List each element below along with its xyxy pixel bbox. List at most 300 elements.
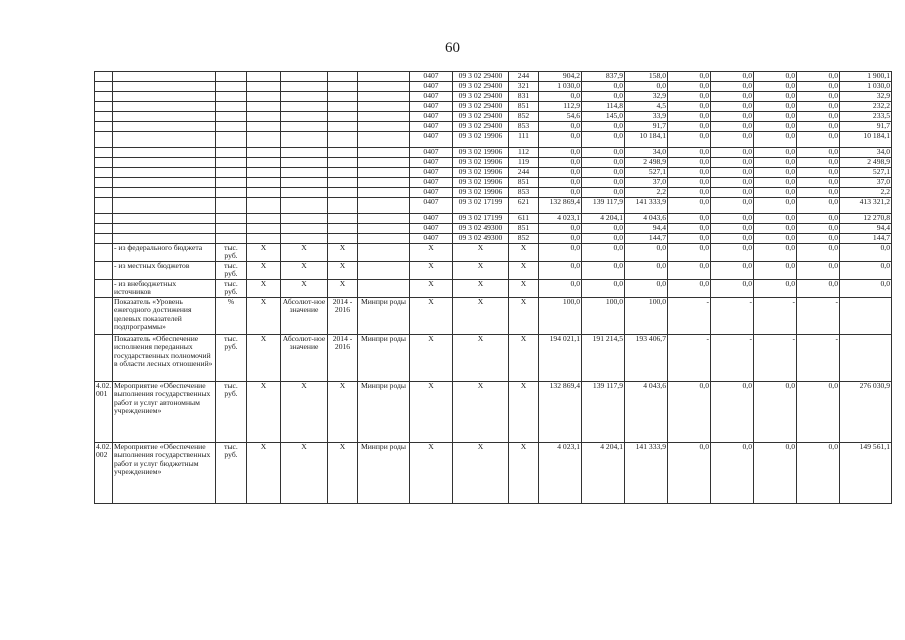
table-cell [328, 188, 358, 198]
table-row [95, 188, 892, 198]
table-cell: 191 214,5 [582, 335, 625, 382]
table-cell: 0,0 [539, 234, 582, 244]
table-cell [358, 214, 410, 224]
table-cell: 37,0 [840, 178, 892, 188]
table-cell [113, 198, 216, 214]
table-cell: 0,0 [539, 158, 582, 168]
table-cell: 2 498,9 [840, 158, 892, 168]
table-cell: X [328, 382, 358, 443]
table-cell: 149 561,1 [840, 443, 892, 504]
page-number: 60 [445, 40, 460, 56]
table-cell [95, 280, 113, 298]
table-cell: 0,0 [582, 188, 625, 198]
table-cell: 0,0 [625, 280, 668, 298]
table-cell: 09 3 02 17199 [453, 198, 509, 214]
table-cell: X [509, 335, 539, 382]
table-cell: 4.02. 002 [95, 443, 113, 504]
table-cell: 0,0 [668, 234, 711, 244]
table-cell: 4 204,1 [582, 214, 625, 224]
table-cell: 0,0 [797, 82, 840, 92]
table-cell: 0,0 [539, 178, 582, 188]
table-cell: X [410, 298, 453, 335]
table-cell: 33,9 [625, 112, 668, 122]
table-cell [281, 92, 328, 102]
table-cell: 144,7 [840, 234, 892, 244]
table-cell [95, 158, 113, 168]
table-cell: тыс. руб. [216, 244, 247, 262]
table-cell [328, 122, 358, 132]
table-cell: 0,0 [668, 178, 711, 188]
table-cell: 0,0 [711, 72, 754, 82]
table-cell: 0,0 [754, 244, 797, 262]
table-cell [247, 198, 281, 214]
table-cell [281, 224, 328, 234]
table-cell: X [328, 262, 358, 280]
table-cell: 0,0 [754, 188, 797, 198]
table-cell [95, 122, 113, 132]
table-cell: X [247, 335, 281, 382]
table-cell [95, 244, 113, 262]
table-cell: 193 406,7 [625, 335, 668, 382]
table-cell: Абсолют-ное значение [281, 335, 328, 382]
table-cell: 0,0 [754, 148, 797, 158]
table-cell: X [410, 262, 453, 280]
table-cell [113, 224, 216, 234]
table-cell: Абсолют-ное значение [281, 298, 328, 335]
table-cell: 0,0 [754, 280, 797, 298]
table-row [95, 443, 892, 504]
table-cell: X [328, 244, 358, 262]
table-cell: 831 [509, 92, 539, 102]
table-cell: 0,0 [840, 244, 892, 262]
table-cell [358, 102, 410, 112]
table-cell: 0,0 [754, 382, 797, 443]
table-cell: X [281, 280, 328, 298]
table-cell: 4,5 [625, 102, 668, 112]
table-cell [216, 224, 247, 234]
table-cell: X [453, 382, 509, 443]
table-cell [328, 112, 358, 122]
table-cell [216, 214, 247, 224]
table-cell: 0,0 [754, 102, 797, 112]
table-cell: 09 3 02 29400 [453, 112, 509, 122]
table-cell [358, 82, 410, 92]
table-row [95, 132, 892, 148]
table-cell: 141 333,9 [625, 198, 668, 214]
table-cell: 1 030,0 [539, 82, 582, 92]
table-cell [247, 168, 281, 178]
table-cell [358, 72, 410, 82]
table-cell: 0407 [410, 148, 453, 158]
table-cell: 0,0 [711, 280, 754, 298]
table-cell: 0,0 [668, 148, 711, 158]
table-cell [113, 132, 216, 148]
table-cell: 139 117,9 [582, 198, 625, 214]
table-cell [113, 72, 216, 82]
table-cell: X [247, 262, 281, 280]
table-cell: 0407 [410, 122, 453, 132]
table-cell [247, 224, 281, 234]
table-cell: X [328, 280, 358, 298]
table-cell [216, 72, 247, 82]
table-cell [113, 148, 216, 158]
table-cell: 2,2 [840, 188, 892, 198]
table-cell: X [281, 244, 328, 262]
table-cell: 0,0 [539, 224, 582, 234]
table-cell: 94,4 [840, 224, 892, 234]
table-cell: 0,0 [711, 188, 754, 198]
table-cell [328, 198, 358, 214]
table-cell: 244 [509, 72, 539, 82]
table-cell: 0,0 [668, 443, 711, 504]
table-cell: 4 043,6 [625, 214, 668, 224]
table-cell: 0,0 [711, 198, 754, 214]
table-cell: X [281, 443, 328, 504]
table-cell: 0,0 [668, 132, 711, 148]
table-row [95, 298, 892, 335]
table-cell: 0,0 [754, 224, 797, 234]
table-cell: 0,0 [754, 158, 797, 168]
table-cell: 0,0 [668, 168, 711, 178]
table-row [95, 178, 892, 188]
table-cell: Показатель «Обеспечение исполнения переданных государственных полномочий в области лесных отношений» [113, 335, 216, 382]
table-cell: 611 [509, 214, 539, 224]
table-cell: 09 3 02 29400 [453, 82, 509, 92]
table-cell [358, 112, 410, 122]
table-cell: 09 3 02 19906 [453, 178, 509, 188]
table-cell: 852 [509, 112, 539, 122]
table-cell: X [247, 244, 281, 262]
table-cell: X [410, 443, 453, 504]
table-cell: 09 3 02 19906 [453, 168, 509, 178]
table-cell: 0407 [410, 178, 453, 188]
table-cell: 4 043,6 [625, 382, 668, 443]
table-cell: X [281, 262, 328, 280]
table-cell: - [668, 298, 711, 335]
table-cell [281, 234, 328, 244]
table-cell: 851 [509, 178, 539, 188]
table-cell: 09 3 02 49300 [453, 224, 509, 234]
table-cell [358, 262, 410, 280]
table-cell: 0,0 [797, 158, 840, 168]
table-cell: X [453, 244, 509, 262]
table-cell: 54,6 [539, 112, 582, 122]
table-cell [281, 178, 328, 188]
table-cell [328, 148, 358, 158]
table-cell: Показатель «Уровень ежегодного достижения целевых показателей подпрограммы» [113, 298, 216, 335]
table-cell [247, 158, 281, 168]
table-cell [328, 102, 358, 112]
table-cell [328, 168, 358, 178]
table-cell: X [281, 382, 328, 443]
table-cell [281, 132, 328, 148]
table-cell: 321 [509, 82, 539, 92]
table-cell: 100,0 [582, 298, 625, 335]
table-cell [358, 122, 410, 132]
table-cell: 0,0 [668, 262, 711, 280]
table-cell [95, 132, 113, 148]
table-cell: Мероприятие «Обеспечение выполнения государственных работ и услуг бюджетным учреждением» [113, 443, 216, 504]
table-cell: 0,0 [754, 112, 797, 122]
table-cell [281, 198, 328, 214]
table-cell [358, 280, 410, 298]
table-cell: 0,0 [754, 198, 797, 214]
table-cell [95, 188, 113, 198]
table-cell: X [410, 382, 453, 443]
table-cell: 0,0 [711, 178, 754, 188]
table-cell: - [711, 298, 754, 335]
table-cell: 413 321,2 [840, 198, 892, 214]
table-row [95, 148, 892, 158]
table-row [95, 335, 892, 382]
table-cell: 0,0 [711, 168, 754, 178]
table-row [95, 262, 892, 280]
table-cell: 0,0 [711, 443, 754, 504]
table-cell: X [410, 280, 453, 298]
table-cell: 0,0 [668, 188, 711, 198]
table-cell: Мероприятие «Обеспечение выполнения государственных работ и услуг автономным учреждением» [113, 382, 216, 443]
table-cell: 0,0 [711, 122, 754, 132]
table-cell: 0,0 [797, 168, 840, 178]
table-cell [216, 82, 247, 92]
table-cell [358, 178, 410, 188]
table-cell: 09 3 02 17199 [453, 214, 509, 224]
table-cell [281, 188, 328, 198]
table-cell [328, 82, 358, 92]
table-cell [216, 148, 247, 158]
table-cell [95, 168, 113, 178]
table-cell: 194 021,1 [539, 335, 582, 382]
table-cell: 4 023,1 [539, 214, 582, 224]
table-cell [95, 234, 113, 244]
table-cell: Минпри роды [358, 443, 410, 504]
table-cell: 2014 - 2016 [328, 335, 358, 382]
table-cell: 0407 [410, 234, 453, 244]
table-cell [281, 168, 328, 178]
table-cell: 0,0 [797, 148, 840, 158]
table-cell [281, 148, 328, 158]
table-cell [95, 102, 113, 112]
table-cell: 0,0 [797, 443, 840, 504]
table-cell [358, 132, 410, 148]
table-cell: 0,0 [668, 214, 711, 224]
table-cell: 09 3 02 29400 [453, 72, 509, 82]
table-cell: 119 [509, 158, 539, 168]
table-cell: 0,0 [711, 158, 754, 168]
table-cell [247, 122, 281, 132]
table-cell [281, 158, 328, 168]
table-cell: 0,0 [539, 132, 582, 148]
table-cell: 0,0 [754, 132, 797, 148]
table-cell: 0,0 [668, 112, 711, 122]
table-cell: 853 [509, 122, 539, 132]
table-cell: 112,9 [539, 102, 582, 112]
table-cell: X [410, 335, 453, 382]
table-cell: 114,8 [582, 102, 625, 112]
table-cell [328, 158, 358, 168]
table-cell: 0,0 [539, 168, 582, 178]
table-cell: 0,0 [625, 262, 668, 280]
table-cell: 0407 [410, 214, 453, 224]
table-cell [113, 178, 216, 188]
table-cell [281, 82, 328, 92]
table-cell: 0,0 [668, 72, 711, 82]
table-cell: X [509, 382, 539, 443]
table-row [95, 168, 892, 178]
table-cell: 232,2 [840, 102, 892, 112]
table-cell [328, 72, 358, 82]
table-cell [281, 72, 328, 82]
table-cell: 2,2 [625, 188, 668, 198]
table-cell: 0,0 [539, 148, 582, 158]
table-cell [840, 335, 892, 382]
table-row [95, 112, 892, 122]
table-cell [216, 112, 247, 122]
table-cell [358, 168, 410, 178]
table-cell: 0,0 [754, 262, 797, 280]
table-cell: 100,0 [539, 298, 582, 335]
table-cell: 0407 [410, 168, 453, 178]
table-cell: X [247, 280, 281, 298]
table-cell: 0,0 [582, 224, 625, 234]
table-cell: 09 3 02 19906 [453, 188, 509, 198]
table-cell: 0,0 [668, 280, 711, 298]
table-cell [95, 214, 113, 224]
table-cell [247, 92, 281, 102]
table-cell [358, 148, 410, 158]
table-cell: 34,0 [625, 148, 668, 158]
table-cell: 0,0 [539, 122, 582, 132]
table-cell: - из местных бюджетов [113, 262, 216, 280]
table-cell [247, 188, 281, 198]
table-cell [95, 112, 113, 122]
table-cell [113, 158, 216, 168]
table-cell: X [247, 443, 281, 504]
table-cell: X [453, 443, 509, 504]
table-cell: 37,0 [625, 178, 668, 188]
table-cell [358, 158, 410, 168]
table-cell: 139 117,9 [582, 382, 625, 443]
table-cell: 904,2 [539, 72, 582, 82]
table-cell [328, 214, 358, 224]
table-cell: 145,0 [582, 112, 625, 122]
table-cell: тыс. руб. [216, 443, 247, 504]
table-cell: 0,0 [711, 82, 754, 92]
table-cell: 0,0 [840, 280, 892, 298]
table-cell [95, 335, 113, 382]
table-cell [113, 168, 216, 178]
table-row [95, 244, 892, 262]
table-cell: X [453, 262, 509, 280]
table-cell: X [453, 298, 509, 335]
table-cell: 0,0 [582, 244, 625, 262]
table-row [95, 82, 892, 92]
table-cell: X [509, 298, 539, 335]
table-cell [216, 198, 247, 214]
table-cell: 0,0 [539, 188, 582, 198]
table-cell [281, 122, 328, 132]
table-cell [358, 224, 410, 234]
table-cell: 1 030,0 [840, 82, 892, 92]
table-cell: 0,0 [668, 382, 711, 443]
table-row [95, 234, 892, 244]
table-cell [216, 178, 247, 188]
table-cell [216, 158, 247, 168]
table-cell: 0,0 [797, 188, 840, 198]
table-cell: 0,0 [668, 244, 711, 262]
table-cell: 0407 [410, 92, 453, 102]
table-cell: Минпри роды [358, 335, 410, 382]
table-cell [113, 82, 216, 92]
table-cell: 0,0 [754, 72, 797, 82]
table-cell: 0,0 [582, 148, 625, 158]
table-cell: 0,0 [797, 214, 840, 224]
table-cell [358, 198, 410, 214]
table-cell: 0,0 [582, 234, 625, 244]
table-cell: 0,0 [582, 168, 625, 178]
table-cell: тыс. руб. [216, 382, 247, 443]
table-cell: 0407 [410, 224, 453, 234]
table-cell: 0,0 [668, 92, 711, 102]
table-cell: 91,7 [840, 122, 892, 132]
table-cell [216, 122, 247, 132]
table-cell: Минпри роды [358, 298, 410, 335]
table-cell: 0,0 [797, 122, 840, 132]
table-cell: 0,0 [539, 244, 582, 262]
table-cell: X [410, 244, 453, 262]
table-cell: 0,0 [797, 132, 840, 148]
table-cell [95, 148, 113, 158]
table-cell: 0,0 [840, 262, 892, 280]
table-cell: 0,0 [582, 122, 625, 132]
table-cell: 0,0 [754, 234, 797, 244]
table-cell: 0,0 [797, 224, 840, 234]
table-cell: 09 3 02 19906 [453, 148, 509, 158]
table-cell [247, 72, 281, 82]
table-cell: - [797, 335, 840, 382]
table-cell: 0,0 [668, 122, 711, 132]
table-cell: 0,0 [797, 262, 840, 280]
table-cell: Минпри роды [358, 382, 410, 443]
table-row [95, 72, 892, 82]
table-cell [95, 198, 113, 214]
table-row [95, 198, 892, 214]
table-cell: 112 [509, 148, 539, 158]
table-cell: X [453, 280, 509, 298]
table-cell: - из федерального бюджета [113, 244, 216, 262]
table-cell [281, 102, 328, 112]
table-cell: 276 030,9 [840, 382, 892, 443]
table-cell: 132 869,4 [539, 382, 582, 443]
table-cell: 0,0 [754, 92, 797, 102]
table-cell [281, 214, 328, 224]
table-cell: 111 [509, 132, 539, 148]
table-cell [95, 262, 113, 280]
table-cell: 851 [509, 224, 539, 234]
table-cell [216, 132, 247, 148]
table-cell: 09 3 02 29400 [453, 102, 509, 112]
table-cell: 0,0 [711, 224, 754, 234]
table-row [95, 214, 892, 224]
table-row [95, 382, 892, 443]
table-cell [358, 234, 410, 244]
table-cell: 0,0 [754, 443, 797, 504]
table-cell: 0,0 [711, 102, 754, 112]
table-cell: - из внебюджетных источников [113, 280, 216, 298]
table-cell [113, 122, 216, 132]
table-cell: 32,9 [840, 92, 892, 102]
table-cell [95, 92, 113, 102]
